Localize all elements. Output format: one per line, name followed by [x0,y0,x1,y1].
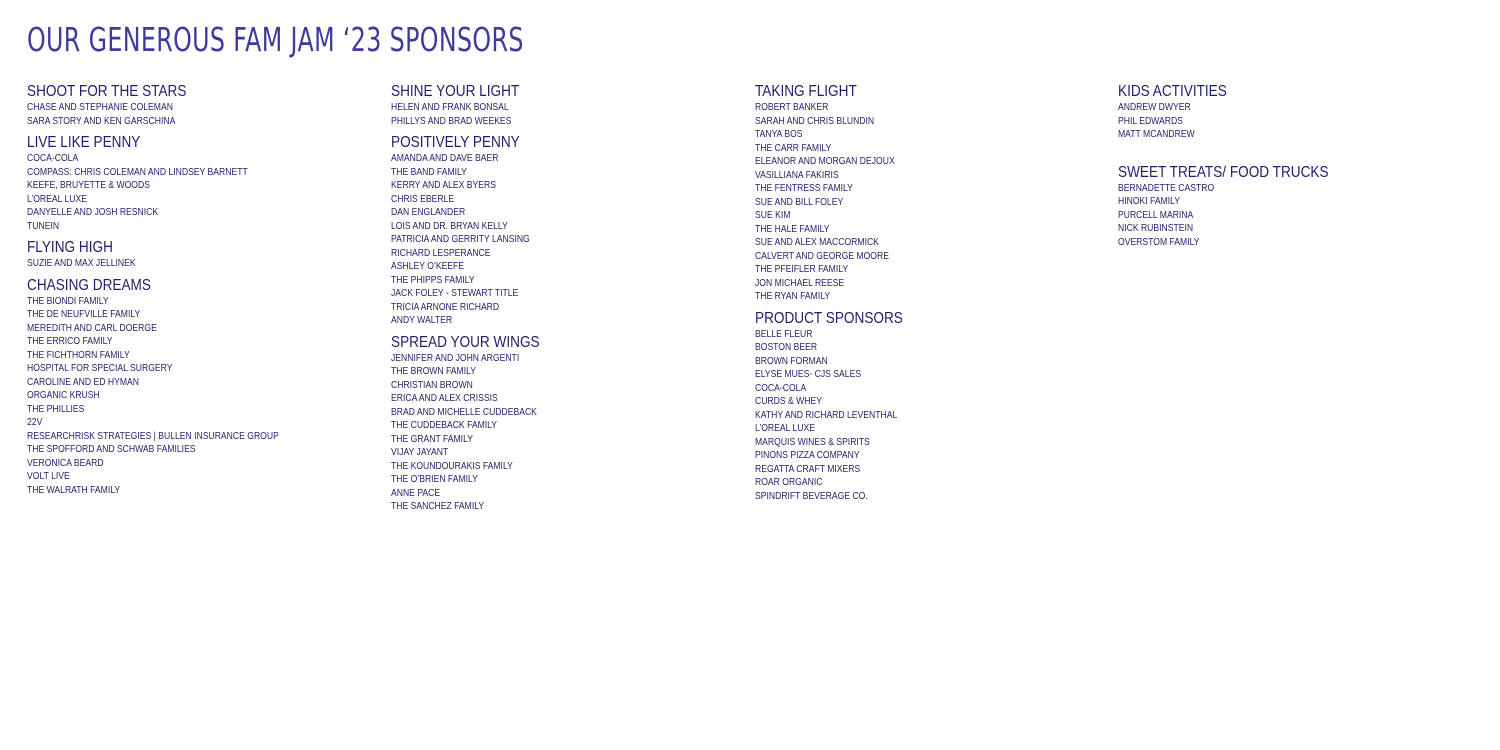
sponsor-column-4 [1118,82,1468,254]
sponsor-list [1118,182,1468,250]
sponsor-name: BOSTON BEER [755,341,818,353]
sponsor-name: THE PHILLIES [27,402,85,415]
sponsor-section [1118,163,1468,250]
sponsor-name: THE BIONDI FAMILY [27,294,109,307]
sponsor-section [755,309,1105,504]
sponsor-name: NICK RUBINSTEIN [1118,222,1194,234]
sponsor-name: KEEFE, BRUYETTE & WOODS [27,179,150,191]
page-title: OUR GENEROUS FAM JAM ‘23 SPONSORS [27,20,524,59]
sponsor-name: SPINDRIFT BEVERAGE CO. [755,489,868,502]
sponsor-section [27,133,377,233]
sponsor-name: VIJAY JAYANT [391,446,449,458]
sponsor-name: VERONICA BEARD [27,456,104,469]
sponsor-name: CHRIS EBERLE [391,192,455,205]
sponsor-list [755,328,1105,504]
sponsor-name: PINONS PIZZA COMPANY [755,449,860,461]
section-heading: SHOOT FOR THE STARS [27,83,187,100]
sponsor-section [391,133,741,328]
sponsor-name: THE KOUNDOURAKIS FAMILY [391,459,513,472]
sponsor-name: ANDREW DWYER [1118,101,1191,113]
sponsor-name: ANNE PACE [391,486,441,499]
sponsor-name: BELLE FLEUR [755,327,813,340]
sponsor-name: CURDS & WHEY [755,395,822,407]
sponsor-name: KERRY AND ALEX BYERS [391,179,496,191]
sponsor-name: RESEARCHRISK STRATEGIES | BULLEN INSURANCE GROUP [27,429,279,442]
sponsor-name: CHRISTIAN BROWN [391,378,473,391]
sponsor-name: CALVERT AND GEORGE MOORE [755,249,889,262]
sponsor-name: SUZIE AND MAX JELLINEK [27,257,136,269]
section-heading: LIVE LIKE PENNY [27,134,141,151]
sponsor-name: REGATTA CRAFT MIXERS [755,462,861,475]
sponsor-name: SARAH AND CHRIS BLUNDIN [755,114,875,127]
sponsor-section [755,82,1105,304]
sponsor-name: JENNIFER AND JOHN ARGENTI [391,351,520,364]
sponsor-name: BROWN FORMAN [755,354,828,367]
sponsor-column-3 [755,82,1105,508]
sponsor-name: MATT MCANDREW [1118,128,1195,140]
sponsor-name: TANYA BOS [755,128,803,140]
sponsor-name: ELEANOR AND MORGAN DEJOUX [755,155,895,167]
sponsor-name: THE RYAN FAMILY [755,290,831,302]
sponsor-name: MEREDITH AND CARL DOERGE [27,321,157,334]
sponsor-name: RICHARD LESPERANCE [391,246,491,259]
sponsor-column-2 [391,82,741,519]
sponsor-name: BRAD AND MICHELLE CUDDEBACK [391,405,537,418]
sponsor-name: DAN ENGLANDER [391,206,466,218]
sponsor-name: THE O’BRIEN FAMILY [391,473,478,485]
sponsor-section [391,82,741,128]
sponsor-name: THE BAND FAMILY [391,165,467,178]
sponsor-name: THE HALE FAMILY [755,222,830,235]
sponsor-name: THE PHIPPS FAMILY [391,273,475,286]
sponsor-name: JON MICHAEL REESE [755,276,845,289]
sponsor-section [391,333,741,514]
sponsor-name: AMANDA AND DAVE BAER [391,152,499,164]
sponsor-name: HOSPITAL FOR SPECIAL SURGERY [27,362,173,374]
sponsor-name: ROBERT BANKER [755,101,829,113]
sponsor-name: ELYSE MUES- CJS SALES [755,368,862,380]
sponsor-name: SUE AND ALEX MACCORMICK [755,236,879,248]
sponsor-name: THE SPOFFORD AND SCHWAB FAMILIES [27,443,196,455]
sponsor-name: JACK FOLEY - STEWART TITLE [391,287,519,299]
sponsor-name: THE SANCHEZ FAMILY [391,500,485,512]
sponsor-list [1118,101,1468,142]
sponsor-section [1118,82,1468,142]
sponsor-name: 22V [27,416,43,428]
sponsor-name: SARA STORY AND KEN GARSCHINA [27,114,176,127]
sponsor-name: OVERSTOM FAMILY [1118,235,1200,248]
sponsor-name: COMPASS: CHRIS COLEMAN AND LINDSEY BARNETT [27,165,248,178]
sponsor-name: PHIL EDWARDS [1118,114,1183,127]
sponsor-name: L’OREAL LUXE [755,422,815,434]
section-heading: SHINE YOUR LIGHT [391,83,520,100]
sponsor-name: TRICIA ARNONE RICHARD [391,300,500,313]
sponsor-name: SUE AND BILL FOLEY [755,195,844,208]
sponsor-name: VOLT LIVE [27,470,70,482]
sponsor-section [27,238,377,271]
section-heading: FLYING HIGH [27,239,113,256]
sponsor-list [27,295,377,498]
sponsor-name: DANYELLE AND JOSH RESNICK [27,206,159,218]
sponsor-list [391,101,741,128]
sponsor-name: PATRICIA AND GERRITY LANSING [391,233,530,245]
sponsor-list [755,101,1105,304]
sponsor-name: THE DE NEUFVILLE FAMILY [27,308,141,320]
sponsor-name: THE GRANT FAMILY [391,432,473,445]
sponsor-name: CAROLINE AND ED HYMAN [27,375,139,388]
section-spacer [1118,147,1468,163]
sponsor-name: THE BROWN FAMILY [391,365,476,377]
sponsor-section [27,82,377,128]
sponsor-name: THE PFEIFLER FAMILY [755,263,849,275]
section-heading: TAKING FLIGHT [755,83,857,100]
section-heading: SWEET TREATS/ FOOD TRUCKS [1118,163,1329,181]
sponsor-name: HINOKI FAMILY [1118,195,1181,207]
sponsor-list [27,101,377,128]
sponsor-name: ASHLEY O’KEEFE [391,260,465,272]
sponsor-name: MARQUIS WINES & SPIRITS [755,435,870,448]
sponsor-name: ANDY WALTER [391,314,453,326]
sponsor-name: KATHY AND RICHARD LEVENTHAL [755,408,898,421]
sponsor-name: THE CARR FAMILY [755,141,832,154]
section-heading: KIDS ACTIVITIES [1118,83,1227,100]
sponsor-name: ERICA AND ALEX CRISSIS [391,392,498,404]
sponsor-name: BERNADETTE CASTRO [1118,181,1215,194]
sponsor-name: HELEN AND FRANK BONSAL [391,101,509,113]
sponsor-name: THE FICHTHORN FAMILY [27,348,130,361]
section-heading: POSITIVELY PENNY [391,134,520,151]
sponsor-name: COCA-COLA [27,152,79,164]
sponsor-name: L’OREAL LUXE [27,192,87,205]
sponsor-name: LOIS AND DR. BRYAN KELLY [391,219,508,232]
sponsor-list [27,257,377,271]
sponsor-name: TUNEIN [27,219,60,232]
sponsor-name: COCA-COLA [755,381,807,394]
sponsor-name: ORGANIC KRUSH [27,389,100,401]
sponsor-name: THE WALRATH FAMILY [27,483,121,496]
sponsor-name: THE FENTRESS FAMILY [755,182,853,194]
sponsor-name: THE ERRICO FAMILY [27,335,113,347]
sponsor-column-1 [27,82,377,502]
sponsor-name: VASILLIANA FAKIRIS [755,168,839,181]
sponsor-list [391,352,741,514]
section-heading: PRODUCT SPONSORS [755,309,903,327]
sponsor-section [27,276,377,498]
sponsor-list [391,152,741,328]
sponsor-name: THE CUDDEBACK FAMILY [391,419,498,431]
section-heading: CHASING DREAMS [27,276,151,294]
section-heading: SPREAD YOUR WINGS [391,333,540,351]
sponsor-name: ROAR ORGANIC [755,476,823,488]
sponsor-name: PURCELL MARINA [1118,208,1194,221]
sponsor-name: PHILLYS AND BRAD WEEKES [391,114,512,127]
sponsor-name: CHASE AND STEPHANIE COLEMAN [27,101,173,113]
sponsor-list [27,152,377,233]
sponsor-name: SUE KIM [755,209,791,221]
